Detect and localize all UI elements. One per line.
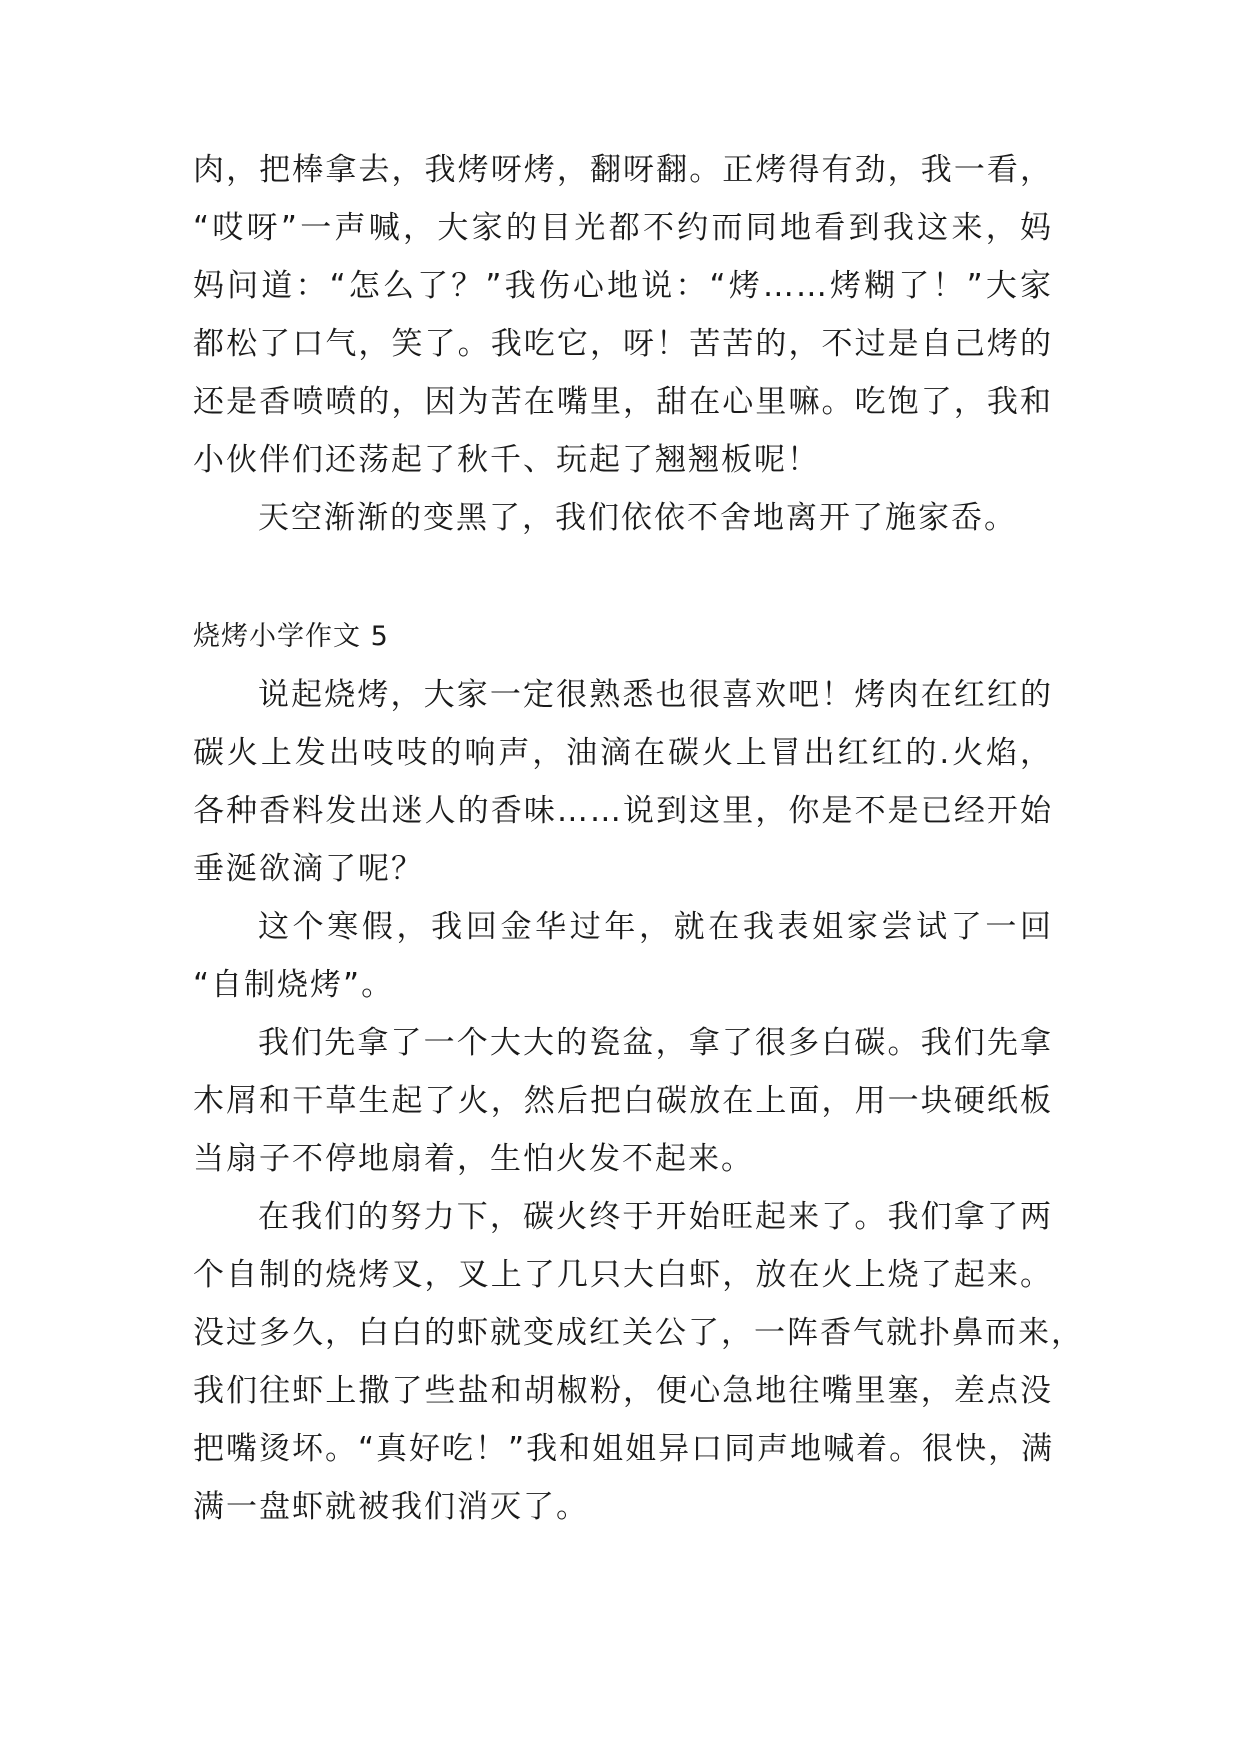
text-line: 肉，把棒拿去，我烤呀烤，翻呀翻。正烤得有劲，我一看， bbox=[193, 152, 1053, 188]
text-line: 把嘴烫坏。“真好吃！”我和姐姐异口同声地喊着。很快，满 bbox=[193, 1431, 1055, 1467]
text-line: 没过多久，白白的虾就变成红关公了，一阵香气就扑鼻而来， bbox=[193, 1315, 1084, 1351]
text-line: 说起烧烤，大家一定很熟悉也很喜欢吧！烤肉在红红的 bbox=[258, 677, 1053, 713]
text-line: 在我们的努力下，碳火终于开始旺起来了。我们拿了两 bbox=[258, 1199, 1053, 1235]
text-line: 我们先拿了一个大大的瓷盆，拿了很多白碳。我们先拿 bbox=[258, 1025, 1053, 1061]
text-line: 都松了口气，笑了。我吃它，呀！苦苦的，不过是自己烤的 bbox=[193, 326, 1053, 362]
text-line: 各种香料发出迷人的香味……说到这里，你是不是已经开始 bbox=[193, 793, 1053, 829]
text-line: 木屑和干草生起了火，然后把白碳放在上面，用一块硬纸板 bbox=[193, 1083, 1053, 1119]
text-line: “自制烧烤”。 bbox=[193, 967, 395, 1003]
text-line: 我们往虾上撒了些盐和胡椒粉，便心急地往嘴里塞，差点没 bbox=[193, 1373, 1053, 1409]
text-line: 当扇子不停地扇着，生怕火发不起来。 bbox=[193, 1141, 754, 1177]
text-line: 个自制的烧烤叉，叉上了几只大白虾，放在火上烧了起来。 bbox=[193, 1257, 1053, 1293]
text-line: 垂涎欲滴了呢？ bbox=[193, 851, 424, 887]
text-line: 小伙伴们还荡起了秋千、玩起了翘翘板呢！ bbox=[193, 442, 820, 478]
text-line: “哎呀”一声喊，大家的目光都不约而同地看到我这来，妈 bbox=[193, 210, 1053, 246]
text-line: 还是香喷喷的，因为苦在嘴里，甜在心里嘛。吃饱了，我和 bbox=[193, 384, 1053, 420]
text-line: 满一盘虾就被我们消灭了。 bbox=[193, 1489, 589, 1525]
text-line: 碳火上发出吱吱的响声，油滴在碳火上冒出红红的.火焰， bbox=[193, 735, 1053, 771]
text-line: 天空渐渐的变黑了，我们依依不舍地离开了施家岙。 bbox=[258, 500, 1017, 536]
text-line: 妈问道：“怎么了？”我伤心地说：“烤……烤糊了！”大家 bbox=[193, 268, 1053, 304]
text-line: 这个寒假，我回金华过年，就在我表姐家尝试了一回 bbox=[258, 909, 1053, 945]
section-title: 烧烤小学作文 5 bbox=[193, 621, 389, 652]
